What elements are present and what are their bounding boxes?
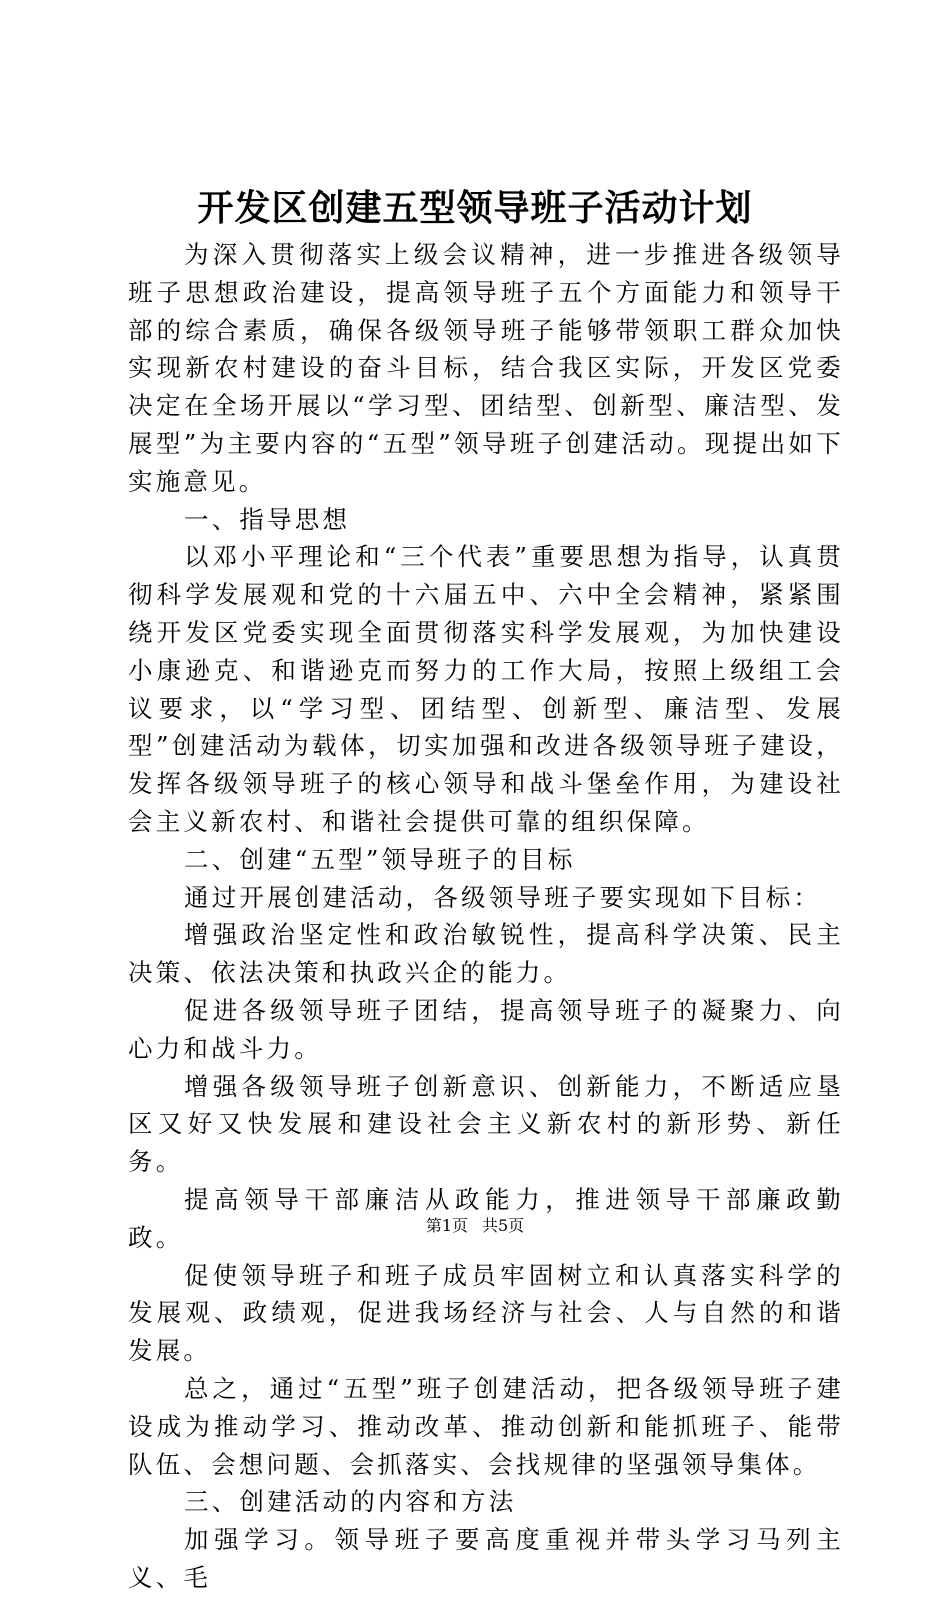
document-title: 开发区创建五型领导班子活动计划 xyxy=(197,187,753,229)
paragraph-summary: 总之，通过“五型”班子创建活动，把各级领导班子建设成为推动学习、推动改革、推动创新和能抓班子、能带队伍、会想问题、会抓落实、会找规律的坚强领导集体。 xyxy=(128,1373,844,1479)
page-footer xyxy=(0,1214,950,1238)
document-body xyxy=(128,236,844,1597)
paragraph-goal-4: 提高领导干部廉洁从政能力，推进领导干部廉政勤政。 xyxy=(128,1184,844,1252)
paragraph-goals-intro: 通过开展创建活动，各级领导班子要实现如下目标： xyxy=(184,882,822,912)
page-number: 第1页 xyxy=(425,1216,468,1235)
section-heading-3: 三、创建活动的内容和方法 xyxy=(184,1487,517,1517)
section-heading-2: 二、创建“五型”领导班子的目标 xyxy=(184,844,576,874)
paragraph-goal-2: 促进各级领导班子团结，提高领导班子的凝聚力、向心力和战斗力。 xyxy=(128,995,844,1063)
paragraph-goal-5: 促使领导班子和班子成员牢固树立和认真落实科学的发展观、政绩观，促进我场经济与社会、人与自然的和谐发展。 xyxy=(128,1260,844,1366)
paragraph-guiding-thought: 以邓小平理论和“三个代表”重要思想为指导，认真贯彻科学发展观和党的十六届五中、六中全会精神，紧紧围绕开发区党委实现全面贯彻落实科学发展观，为加快建设小康逊克、和谐逊克而努力的工作大局，按照上级组工会议要求，以“学习型、团结型、创新型、廉洁型、发展型”创建活动为载体，切实加强和改进各级领导班子建设，发挥各级领导班子的核心领导和战斗堡垒作用，为建设社会主义新农村、和谐社会提供可靠的组织保障。 xyxy=(128,542,844,836)
page-total: 共5页 xyxy=(482,1216,525,1235)
paragraph-goal-3: 增强各级领导班子创新意识、创新能力，不断适应垦区又好又快发展和建设社会主义新农村的新形势、新任务。 xyxy=(128,1071,844,1177)
paragraph-study: 加强学习。领导班子要高度重视并带头学习马列主义、毛 xyxy=(128,1525,844,1592)
section-heading-1: 一、指导思想 xyxy=(184,504,351,534)
paragraph-goal-1: 增强政治坚定性和政治敏锐性，提高科学决策、民主决策、依法决策和执政兴企的能力。 xyxy=(128,920,844,988)
paragraph-intro: 为深入贯彻落实上级会议精神，进一步推进各级领导班子思想政治建设，提高领导班子五个方面能力和领导干部的综合素质，确保各级领导班子能够带领职工群众加快实现新农村建设的奋斗目标，结合我区实际，开发区党委决定在全场开展以“学习型、团结型、创新型、廉洁型、发展型”为主要内容的“五型”领导班子创建活动。现提出如下实施意见。 xyxy=(128,240,844,496)
